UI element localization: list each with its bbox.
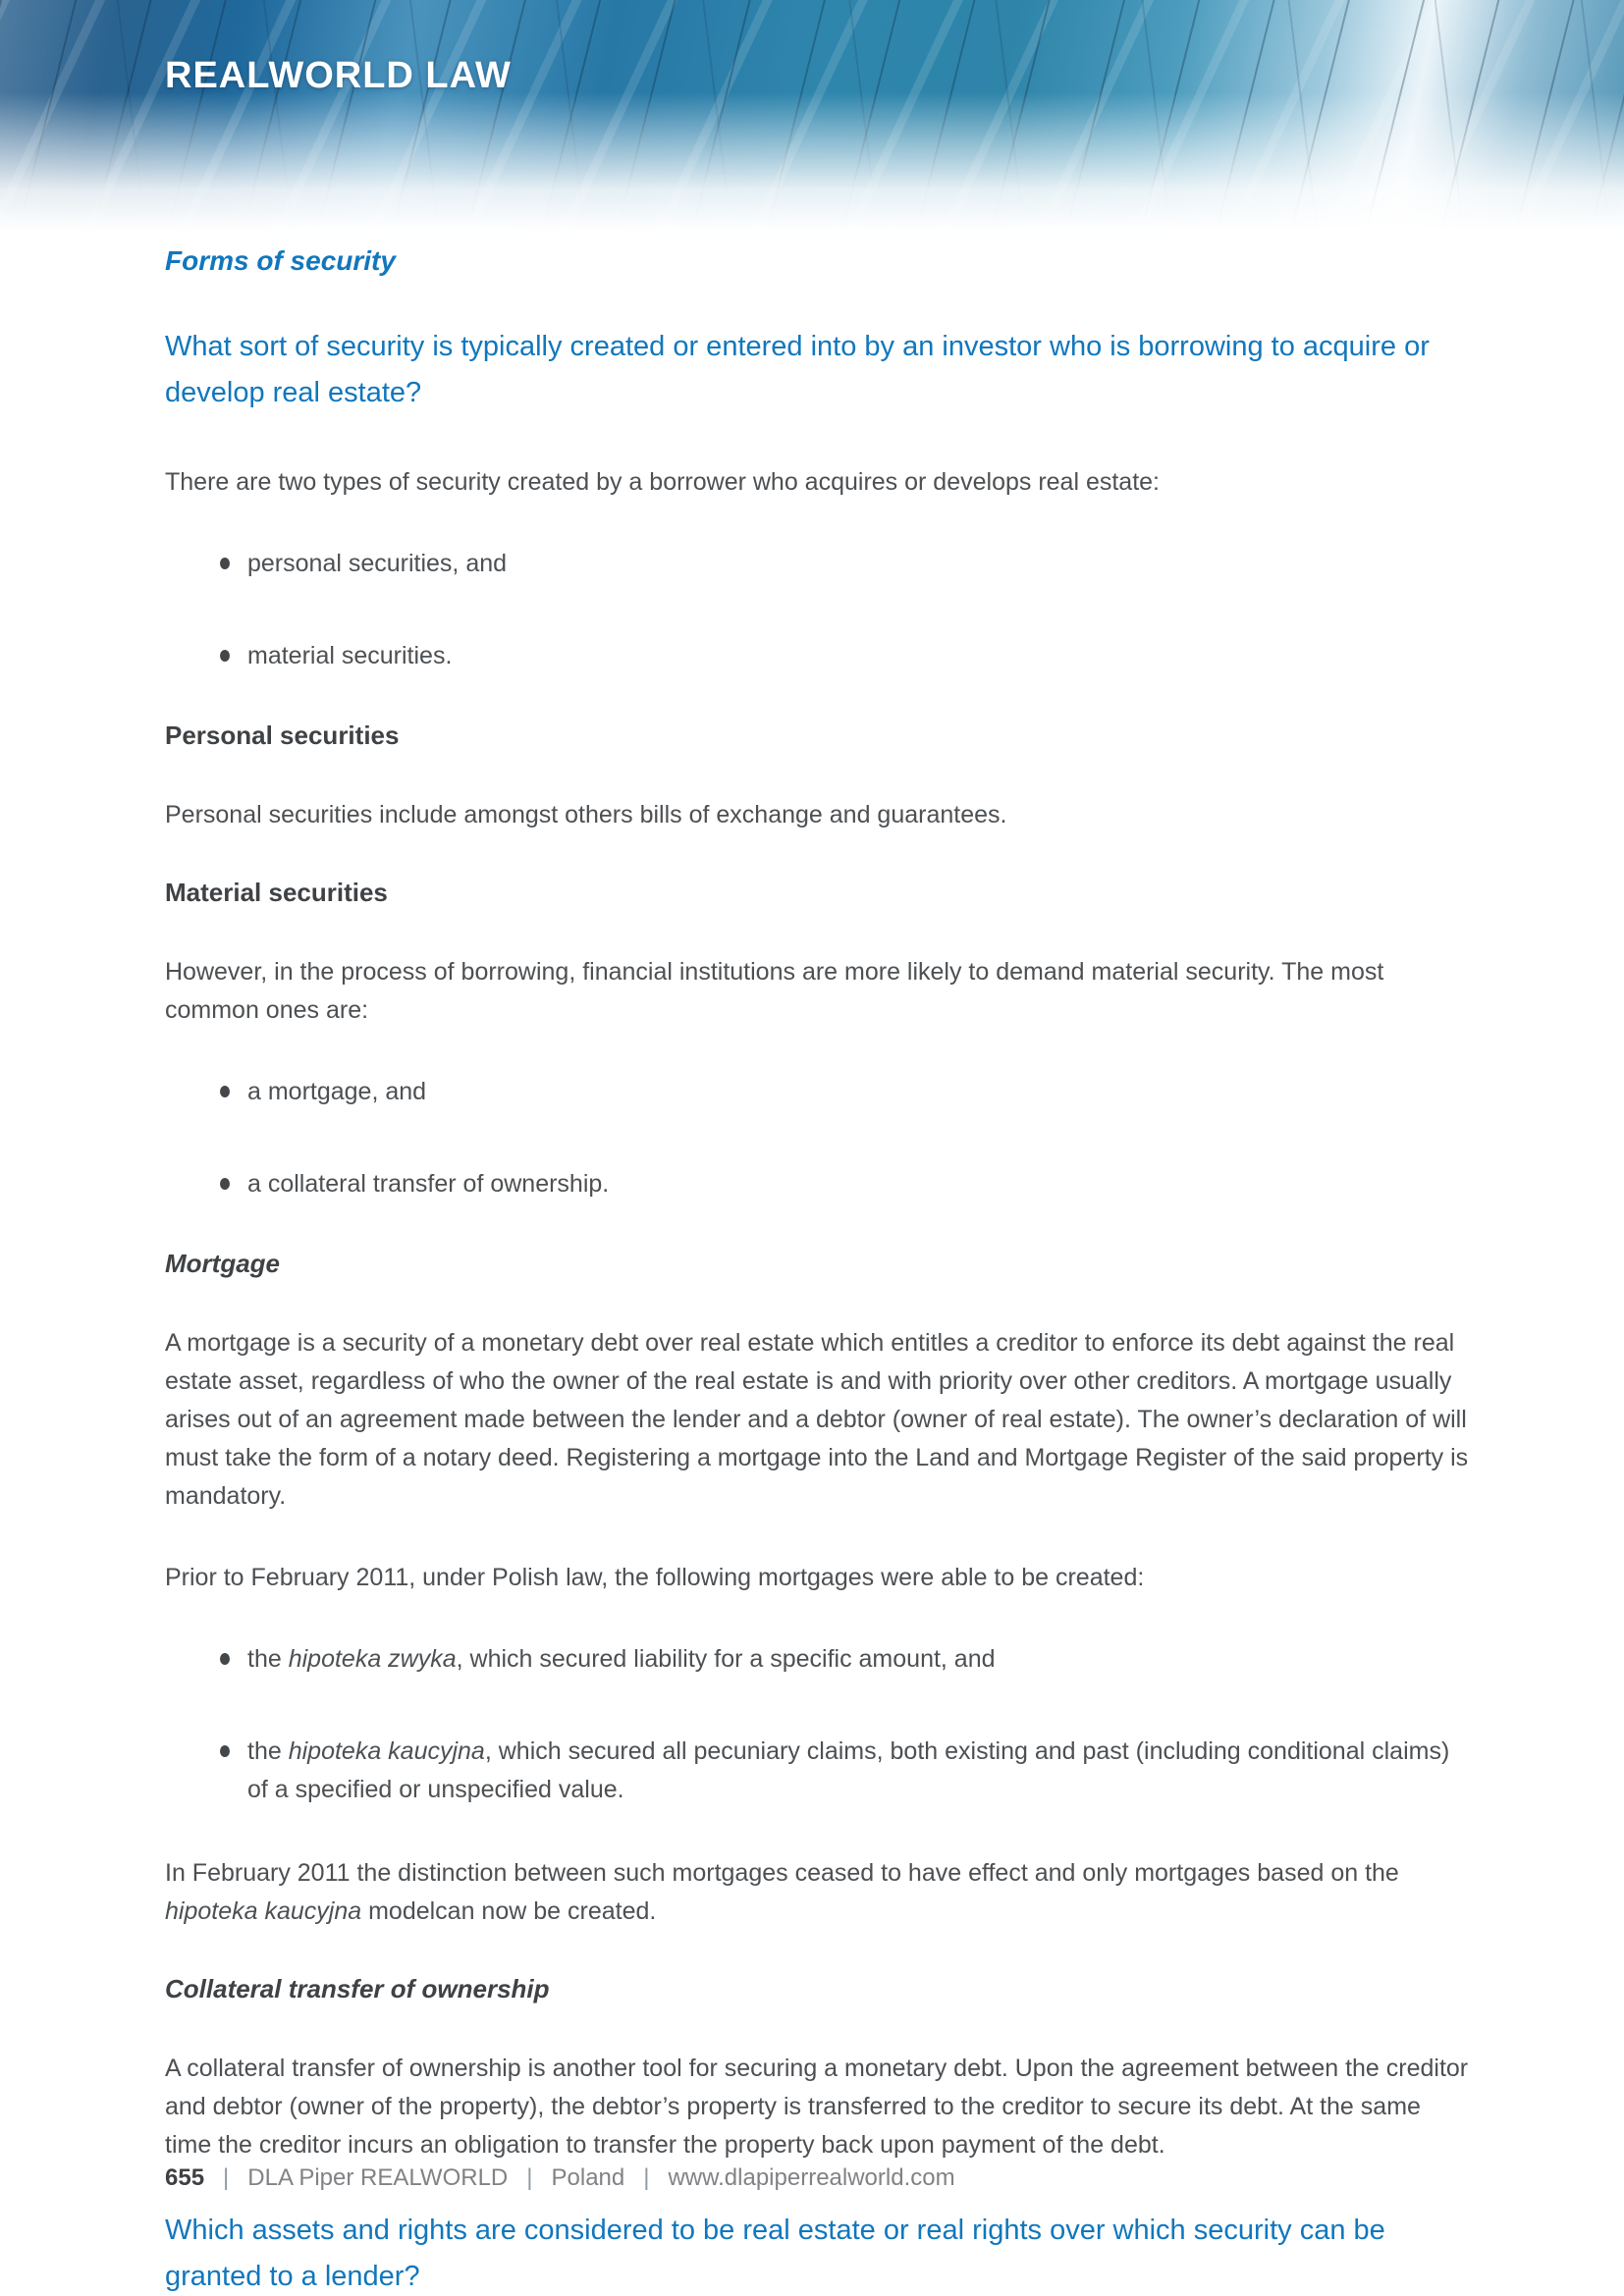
paragraph-personal-securities: Personal securities include amongst others bills of exchange and guarantees. [165,801,1007,828]
footer-url: www.dlapiperrealworld.com [668,2164,955,2191]
text-run: , which secured all pecuniary claims, both existing and past (including conditional claims) of a specified or unspecified value. [247,1737,1450,1803]
paragraph-intro: There are two types of security created by a borrower who acquires or develops real estate: [165,468,1161,496]
text-run-italic: hipoteka kaucyjna [165,1897,362,1925]
paragraph-prior-2011: Prior to February 2011, under Polish law, the following mortgages were able to be created: [165,1564,1145,1591]
mortgage-types-list [165,1640,1471,1809]
paragraph-mortgage: A mortgage is a security of a monetary debt over real estate which entitles a creditor to enforce its debt against the real estate asset, regardless of who the owner of the real estate is and with priority over other creditors. A mortgage usually arises out of an agreement made between the lender and a debtor (owner of real estate). The owner’s declaration of will must take the form of a notary deed. Registering a mortgage into the Land and Mortgage Register of the said property is mandatory. [165,1329,1469,1510]
text-run-italic: hipoteka kaucyjna [288,1737,485,1765]
paragraph-after-2011 [165,1854,1471,1931]
security-types-list [165,545,1471,675]
footer-separator: | [643,2164,650,2191]
list-item [165,545,1471,583]
footer-country: Poland [551,2164,625,2191]
text-run: , which secured liability for a specific amount, and [456,1645,996,1673]
text-run-italic: hipoteka zwyka [288,1645,457,1673]
material-securities-list [165,1073,1471,1203]
heading-material-securities: Material securities [165,878,388,907]
list-item [165,1640,1471,1679]
footer-separator: | [526,2164,533,2191]
paragraph-collateral-transfer: A collateral transfer of ownership is another tool for securing a monetary debt. Upon the agreement between the creditor and debtor (owner of the property), the debtor’s property is transferred to the creditor to secure its debt. At the same time the creditor incurs an obligation to transfer the property back upon payment of the debt. [165,2055,1469,2159]
text-run: In February 2011 the distinction between such mortgages ceased to have effect and only mortgages based on the [165,1859,1399,1887]
brand-title: REALWORLD LAW [165,55,512,96]
question-heading-2: Which assets and rights are considered to be real estate or real rights over which security can be granted to a lender? [165,2215,1385,2292]
text-run: personal securities, and [247,550,508,577]
section-label: Forms of security [165,245,396,276]
text-run: the [247,1737,289,1765]
text-run: the [247,1645,289,1673]
text-run: a collateral transfer of ownership. [247,1170,610,1198]
paragraph-material-securities: However, in the process of borrowing, financial institutions are more likely to demand material security. The most common ones are: [165,958,1384,1024]
list-item [165,637,1471,675]
footer-separator: | [223,2164,230,2191]
document-content [165,245,1471,2296]
text-run: material securities. [247,642,453,669]
footer-brand: DLA Piper REALWORLD [247,2164,509,2191]
heading-personal-securities: Personal securities [165,721,400,750]
heading-mortgage: Mortgage [165,1249,280,1278]
text-run: modelcan now be created. [361,1897,657,1925]
text-run: a mortgage, and [247,1078,427,1105]
heading-collateral-transfer: Collateral transfer of ownership [165,1974,550,2003]
header-banner [0,0,1624,243]
list-item [165,1073,1471,1111]
question-heading-1: What sort of security is typically created or entered into by an investor who is borrowing to acquire or develop real estate? [165,331,1430,408]
page-number: 655 [165,2164,205,2191]
list-item [165,1165,1471,1203]
list-item [165,1733,1471,1809]
page-footer [165,2164,955,2192]
